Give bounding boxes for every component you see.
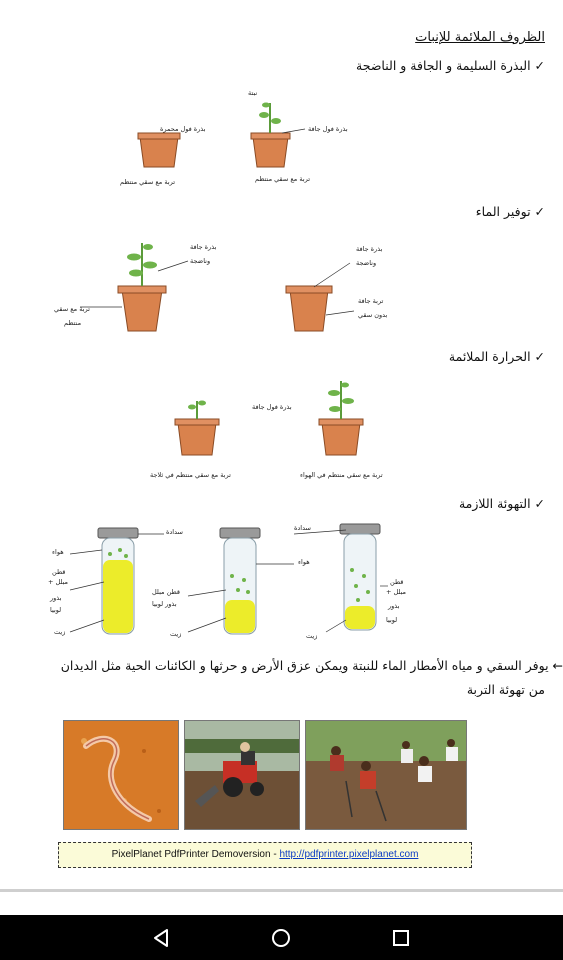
label-oil-left: زيت bbox=[54, 628, 66, 636]
label-air-right: هواء bbox=[298, 558, 310, 566]
label-cotton-left-1: قطن bbox=[52, 568, 66, 576]
aeration-paragraph-line2: من تهوئة التربة bbox=[466, 682, 545, 697]
label-cotton-right-2: مبلل + bbox=[386, 588, 407, 596]
label-seedling: نبتة bbox=[248, 89, 258, 97]
label-cotton-middle-2: بذور لوبيا bbox=[152, 600, 177, 608]
banner-link[interactable]: http://pdfprinter.pixelplanet.com bbox=[279, 849, 419, 860]
tube-illustrations bbox=[40, 520, 420, 645]
label-seed-left-1: بذرة جافة bbox=[190, 243, 217, 251]
label-soil-left-1: تربة مع سقي bbox=[54, 305, 90, 313]
label-soil-right: تربة مع سقي منتظم bbox=[255, 175, 311, 183]
condition-temperature: ✓ الحرارة الملائمة bbox=[448, 349, 545, 364]
label-oil-middle: زيت bbox=[170, 630, 182, 638]
figure-aeration-condition bbox=[40, 520, 420, 645]
home-icon[interactable] bbox=[270, 927, 292, 949]
label-air-left: هواء bbox=[52, 548, 64, 556]
label-stopper-right: سدادة bbox=[294, 524, 311, 532]
navigation-bar bbox=[0, 915, 563, 960]
banner-text: PixelPlanet PdfPrinter Demoversion - bbox=[111, 849, 280, 860]
label-cotton-right-1: قطن bbox=[390, 578, 404, 586]
label-soil-left: تربة مع سقي منتظم bbox=[120, 178, 176, 186]
label-cotton-left-3: بذور bbox=[50, 594, 62, 602]
label-soil-air: تربة مع سقي منتظم في الهواء bbox=[300, 471, 383, 479]
page-separator bbox=[0, 889, 563, 892]
figure-seed-condition bbox=[120, 85, 380, 190]
label-dry-bean-seed: بذرة فول جافة bbox=[252, 403, 292, 411]
back-icon[interactable] bbox=[150, 927, 172, 949]
recents-icon[interactable] bbox=[390, 927, 412, 949]
label-stopper-left: سدادة bbox=[166, 528, 183, 536]
label-red-seed: بذرة فول محمرة bbox=[160, 125, 206, 133]
label-seed-left-2: وناضجة bbox=[190, 257, 211, 265]
label-soil-right-2: بدون سقي bbox=[358, 311, 388, 319]
label-dry-seed: بذرة فول جافة bbox=[308, 125, 348, 133]
label-cotton-right-3: بذور bbox=[388, 602, 400, 610]
label-seed-right-2: وناضجة bbox=[356, 259, 377, 267]
label-cotton-left-2: مبلل + bbox=[48, 578, 69, 586]
pot-illustrations-2 bbox=[50, 235, 390, 345]
condition-seed: ✓ البذرة السليمة و الجافة و الناضجة bbox=[356, 58, 545, 73]
label-soil-right-1: تربة جافة bbox=[358, 297, 384, 305]
label-oil-right: زيت bbox=[306, 632, 318, 640]
label-cotton-middle-1: قطن مبلل bbox=[152, 588, 180, 596]
label-cotton-right-4: لوبيا bbox=[386, 616, 398, 624]
photo-people-hoeing bbox=[305, 720, 467, 830]
condition-water: ✓ توفير الماء bbox=[475, 204, 545, 219]
label-seed-right-1: بذرة جافة bbox=[356, 245, 383, 253]
aeration-paragraph-line1: ← يوفر السقي و مياه الأمطار الماء للنبتة ويمكن عزق الأرض و حرثها و الكائنات الحية مثل الديدان bbox=[60, 658, 563, 673]
figure-water-condition bbox=[50, 235, 390, 345]
label-soil-fridge: تربة مع سقي منتظم في ثلاجة bbox=[150, 471, 231, 479]
photo-earthworm bbox=[63, 720, 179, 830]
label-soil-left-2: منتظم bbox=[64, 319, 82, 327]
label-cotton-left-4: لوبيا bbox=[50, 606, 62, 614]
photo-tractor-plowing bbox=[184, 720, 300, 830]
watermark-banner bbox=[58, 842, 472, 868]
figure-temperature-condition bbox=[140, 375, 400, 490]
page-title: الظروف الملائمة للإنبات bbox=[415, 30, 545, 45]
pot-illustrations-1 bbox=[120, 85, 380, 190]
condition-aeration: ✓ التهوئة اللازمة bbox=[458, 496, 545, 511]
